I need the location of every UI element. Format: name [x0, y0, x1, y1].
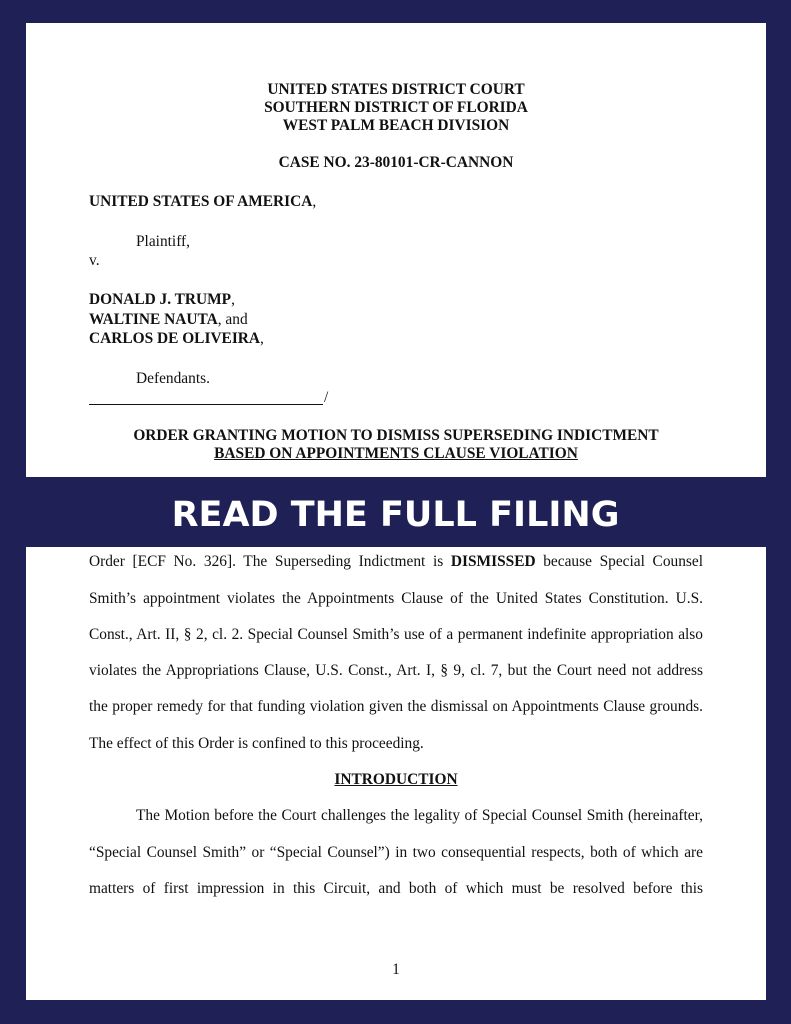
- defendant-3-name: CARLOS DE OLIVEIRA: [89, 330, 261, 347]
- body-line-2: Smith’s appointment violates the Appointments Clause of the United States Constitution. U.S.: [89, 590, 703, 607]
- defendant-2-line: [89, 311, 248, 329]
- body-line-1-end: because Special Counsel: [535, 553, 703, 570]
- defendant-2-suffix: , and: [217, 311, 248, 328]
- body-line-4: violates the Appropriations Clause, U.S. Const., Art. I, § 9, cl. 7, but the Court need not address: [89, 662, 703, 679]
- page-number: 1: [392, 961, 400, 978]
- caption-rule: [89, 404, 323, 405]
- defendant-2-name: WALTINE NAUTA: [89, 311, 218, 328]
- court-name-line-1: UNITED STATES DISTRICT COURT: [267, 81, 525, 98]
- document-page-top: [26, 23, 766, 477]
- dismissed-emphasis: DISMISSED: [450, 553, 536, 570]
- case-number: CASE NO. 23-80101-CR-CANNON: [278, 154, 514, 171]
- defendant-role: Defendants.: [136, 370, 210, 387]
- intro-line-1: The Motion before the Court challenges the legality of Special Counsel Smith (hereinafter,: [136, 807, 703, 824]
- read-full-filing-label[interactable]: READ THE FULL FILING: [171, 495, 620, 535]
- order-title-line-1: ORDER GRANTING MOTION TO DISMISS SUPERSEDING INDICTMENT: [133, 427, 659, 444]
- defendant-3-line: [89, 330, 264, 348]
- intro-line-2: “Special Counsel Smith” or “Special Counsel”) in two consequential respects, both of which are: [89, 844, 703, 861]
- body-line-1-start: Order [ECF No. 326]. The Superseding Indictment is: [89, 553, 451, 570]
- defendant-3-suffix: ,: [260, 330, 264, 347]
- body-line-6: The effect of this Order is confined to this proceeding.: [89, 735, 424, 752]
- body-line-1: [89, 553, 703, 571]
- document-page-bottom: [26, 547, 766, 1000]
- defendant-1-suffix: ,: [231, 291, 235, 308]
- read-full-filing-banner[interactable]: [0, 477, 791, 547]
- caption-slash: /: [324, 389, 329, 406]
- intro-line-3: matters of first impression in this Circuit, and both of which must be resolved before this: [89, 880, 703, 897]
- plaintiff-role: Plaintiff,: [136, 233, 191, 250]
- section-heading-introduction: INTRODUCTION: [334, 771, 458, 788]
- defendant-1-line: [89, 291, 235, 309]
- plaintiff-line: [89, 193, 316, 211]
- defendant-1-name: DONALD J. TRUMP: [89, 291, 232, 308]
- body-line-3: Const., Art. II, § 2, cl. 2. Special Counsel Smith’s use of a permanent indefinite appropriation also: [89, 626, 703, 643]
- court-name-line-3: WEST PALM BEACH DIVISION: [282, 117, 510, 134]
- body-line-5: the proper remedy for that funding violation given the dismissal on Appointments Clause grounds.: [89, 698, 703, 715]
- plaintiff-comma: ,: [312, 193, 317, 210]
- court-name-line-2: SOUTHERN DISTRICT OF FLORIDA: [264, 99, 528, 116]
- order-title-line-2: BASED ON APPOINTMENTS CLAUSE VIOLATION: [214, 445, 578, 462]
- versus: v.: [89, 252, 100, 269]
- plaintiff-name: UNITED STATES OF AMERICA: [89, 193, 313, 210]
